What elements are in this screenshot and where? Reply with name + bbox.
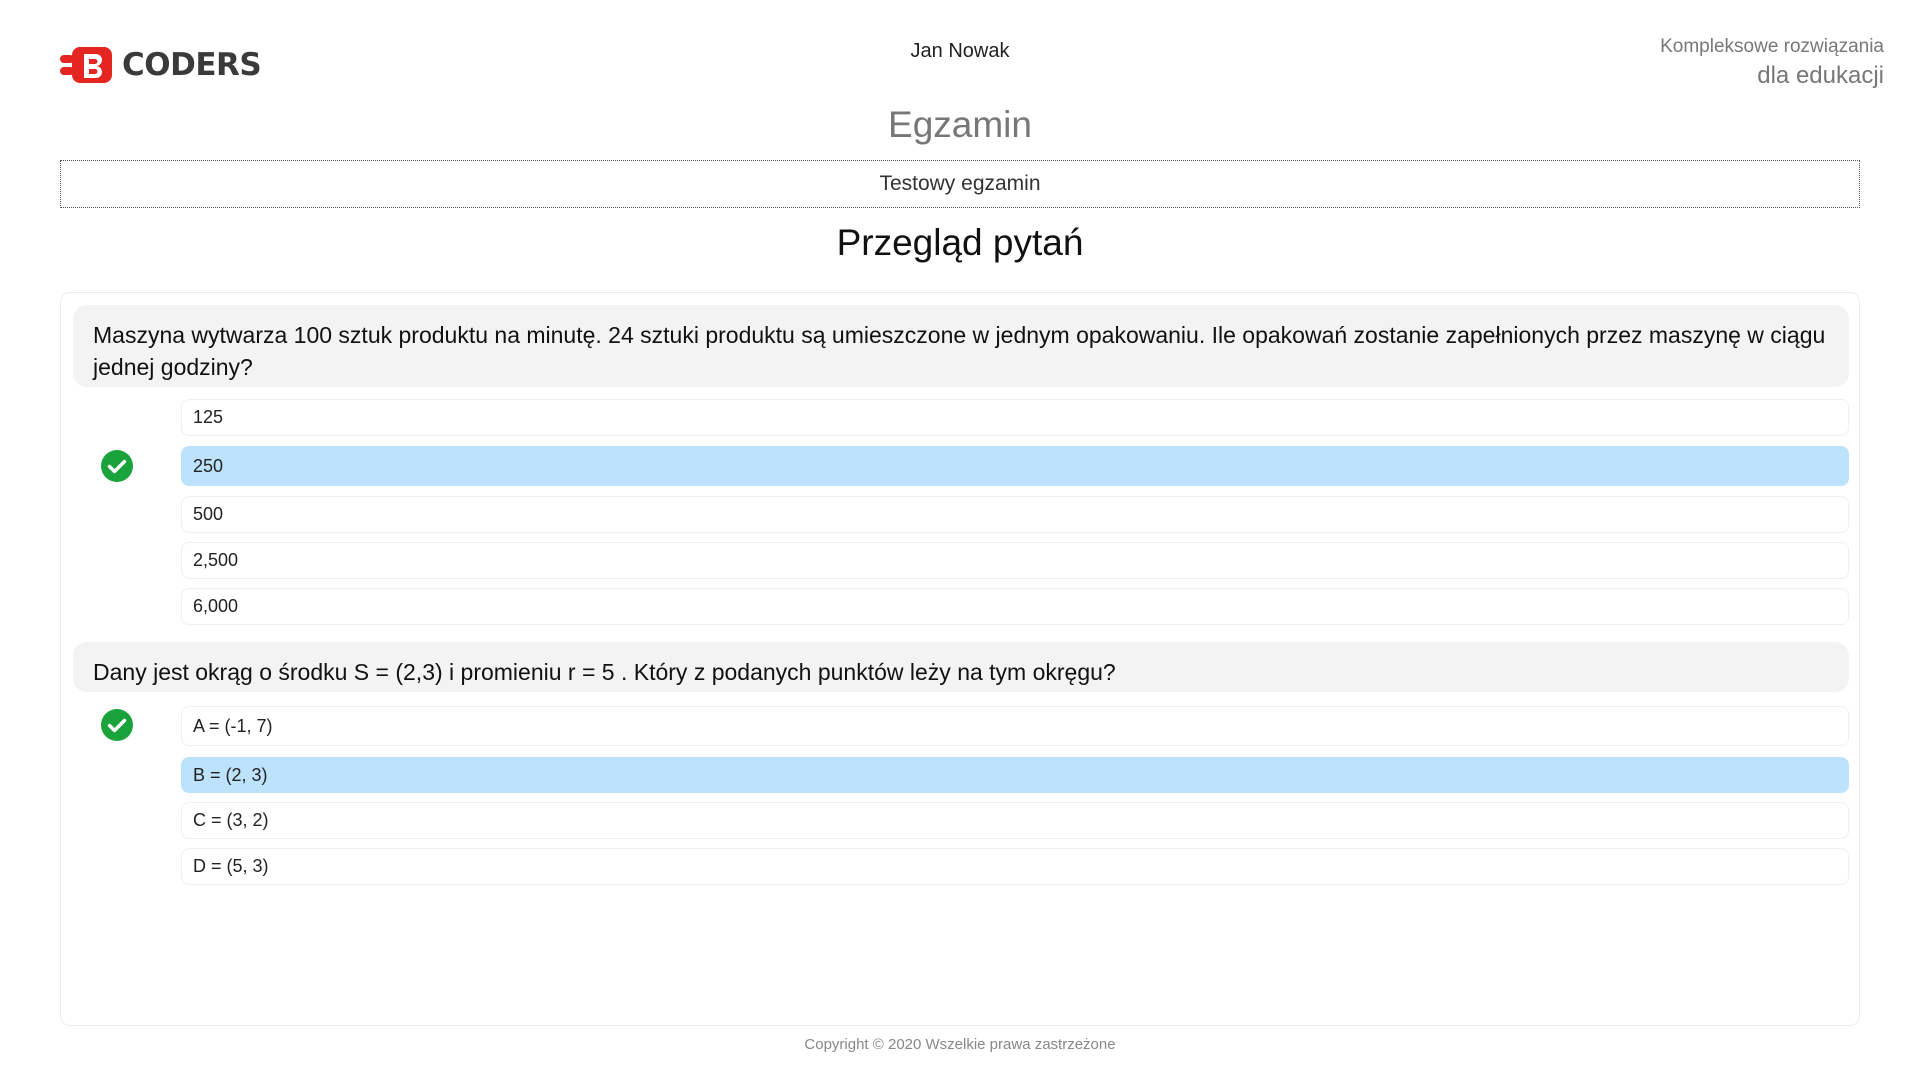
answer-option: [181, 399, 1849, 436]
answer-label: 6,000: [193, 596, 239, 616]
footer-copyright: Copyright © 2020 Wszelkie prawa zastrzeżone: [804, 1036, 1116, 1053]
exam-title: Egzamin: [888, 104, 1032, 145]
answer-label: A = (-1, 7): [193, 715, 273, 736]
answer-option: [181, 706, 1849, 746]
exam-name: Testowy egzamin: [60, 160, 1860, 208]
header: [0, 0, 1920, 100]
answer-option: [181, 848, 1849, 885]
answer-label: 250: [193, 455, 224, 476]
question-text: Dany jest okrąg o środku S = (2,3) i promieniu r = 5 . Który z podanych punktów leży na tym okręgu?: [73, 642, 1849, 692]
review-heading: Przegląd pytań: [836, 222, 1084, 263]
answer-label: D = (5, 3): [193, 856, 269, 876]
check-circle-icon: [101, 709, 133, 741]
tagline-line-1: Kompleksowe rozwiązania: [1660, 36, 1884, 57]
answer-option: [181, 802, 1849, 839]
answer-label: B = (2, 3): [193, 764, 268, 785]
tagline-line-2: dla edukacji: [1757, 62, 1884, 89]
question-text: Maszyna wytwarza 100 sztuk produktu na minutę. 24 sztuki produktu są umieszczone w jednym opakowaniu. Ile opakowań zostanie zapełnionych przez maszynę w ciągu jednej godziny?: [73, 305, 1849, 387]
answer-option-selected: [181, 757, 1849, 793]
answer-label: 500: [193, 504, 224, 524]
answer-option: [181, 588, 1849, 625]
questions-panel: [60, 292, 1860, 1026]
check-circle-icon: [101, 450, 133, 482]
user-name: Jan Nowak: [910, 40, 1010, 62]
answer-label: C = (3, 2): [193, 810, 269, 830]
tagline: [1660, 36, 1884, 90]
logo-text: CODERS: [122, 47, 262, 83]
answer-option: [181, 542, 1849, 579]
answer-option-selected: [181, 446, 1849, 486]
answer-option: [181, 496, 1849, 533]
answer-label: 2,500: [193, 550, 239, 570]
answer-label: 125: [193, 407, 224, 427]
